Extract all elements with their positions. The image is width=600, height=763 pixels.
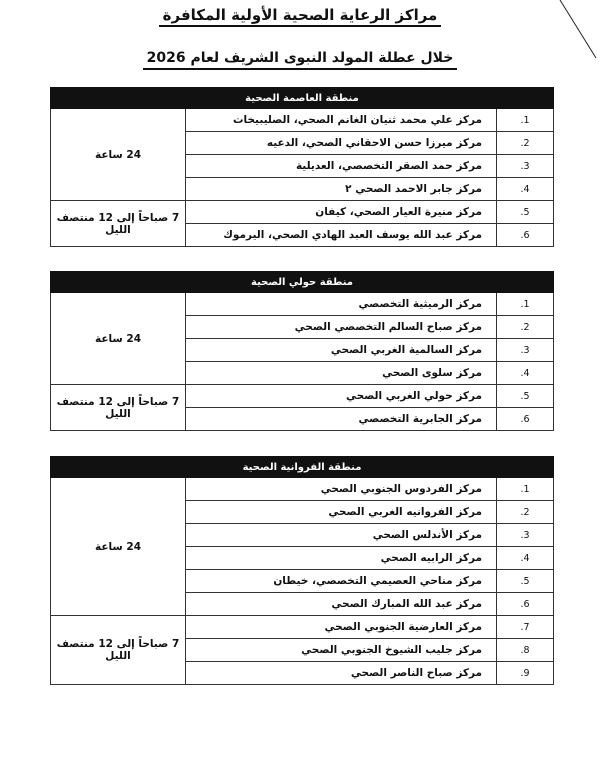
- table-row: [51, 109, 554, 132]
- center-name: مركز منيرة العيار الصحي، كيفان: [186, 201, 497, 224]
- hours-cell: 7 صباحاً إلى 12 منتصف الليل: [51, 385, 186, 431]
- row-number: 3.: [497, 524, 554, 547]
- center-name: مركز حمد الصقر التخصصي، العديلية: [186, 155, 497, 178]
- center-name: مركز حولي الغربي الصحي: [186, 385, 497, 408]
- center-name: مركز الرميثية التخصصي: [186, 293, 497, 316]
- center-name: مركز الفروانيه الغربي الصحي: [186, 501, 497, 524]
- region-header-row: [51, 457, 554, 478]
- hours-cell: 24 ساعة: [51, 293, 186, 385]
- table-row: [51, 293, 554, 316]
- row-number: 4.: [497, 362, 554, 385]
- document-subtitle-text: خلال عطلة المولد النبوى الشريف لعام 2026: [143, 50, 458, 70]
- center-name: مركز ميرزا حسن الاحقاني الصحي، الدعيه: [186, 132, 497, 155]
- row-number: 3.: [497, 155, 554, 178]
- center-name: مركز جابر الاحمد الصحي ٢: [186, 178, 497, 201]
- center-name: مركز مناحي العصيمي التخصصي، خيطان: [186, 570, 497, 593]
- row-number: 2.: [497, 316, 554, 339]
- row-number: 5.: [497, 570, 554, 593]
- row-number: 9.: [497, 662, 554, 685]
- region-table-hawalli: [50, 271, 554, 431]
- hours-cell: 7 صباحاً إلى 12 منتصف الليل: [51, 616, 186, 685]
- center-name: مركز جليب الشيوخ الجنوبي الصحي: [186, 639, 497, 662]
- row-number: 4.: [497, 178, 554, 201]
- region-header: منطقة حولي الصحية: [51, 272, 554, 293]
- hours-cell: 7 صباحاً إلى 12 منتصف الليل: [51, 201, 186, 247]
- center-name: مركز عبد الله يوسف العبد الهادي الصحي، اليرموك: [186, 224, 497, 247]
- row-number: 6.: [497, 224, 554, 247]
- center-name: مركز صباح الناصر الصحي: [186, 662, 497, 685]
- row-number: 1.: [497, 478, 554, 501]
- row-number: 6.: [497, 408, 554, 431]
- center-name: مركز الأندلس الصحي: [186, 524, 497, 547]
- row-number: 8.: [497, 639, 554, 662]
- row-number: 1.: [497, 109, 554, 132]
- row-number: 5.: [497, 385, 554, 408]
- row-number: 3.: [497, 339, 554, 362]
- row-number: 1.: [497, 293, 554, 316]
- hours-cell: 24 ساعة: [51, 109, 186, 201]
- document-title-text: مراكز الرعاية الصحية الأولية المكافرة: [159, 6, 442, 27]
- center-name: مركز عبد الله المبارك الصحي: [186, 593, 497, 616]
- document-title: [0, 6, 600, 24]
- center-name: مركز السالمية الغربي الصحي: [186, 339, 497, 362]
- row-number: 7.: [497, 616, 554, 639]
- row-number: 6.: [497, 593, 554, 616]
- table-row: [51, 385, 554, 408]
- center-name: مركز صباح السالم التخصصي الصحي: [186, 316, 497, 339]
- region-table-farwaniya: [50, 456, 554, 685]
- region-header-row: [51, 88, 554, 109]
- center-name: مركز الجابرية التخصصي: [186, 408, 497, 431]
- hours-cell: 24 ساعة: [51, 478, 186, 616]
- region-header: منطقة العاصمة الصحية: [51, 88, 554, 109]
- center-name: مركز علي محمد ثنيان الغانم الصحي، الصليبيخات: [186, 109, 497, 132]
- center-name: مركز الرابيه الصحي: [186, 547, 497, 570]
- table-row: [51, 478, 554, 501]
- row-number: 2.: [497, 501, 554, 524]
- row-number: 4.: [497, 547, 554, 570]
- region-table-capital: [50, 87, 554, 247]
- table-row: [51, 616, 554, 639]
- document-subtitle: [0, 50, 600, 66]
- region-header-row: [51, 272, 554, 293]
- row-number: 2.: [497, 132, 554, 155]
- region-header: منطقة الفروانية الصحية: [51, 457, 554, 478]
- table-row: [51, 201, 554, 224]
- center-name: مركز العارضية الجنوبي الصحي: [186, 616, 497, 639]
- row-number: 5.: [497, 201, 554, 224]
- center-name: مركز الفردوس الجنوبي الصحي: [186, 478, 497, 501]
- center-name: مركز سلوى الصحي: [186, 362, 497, 385]
